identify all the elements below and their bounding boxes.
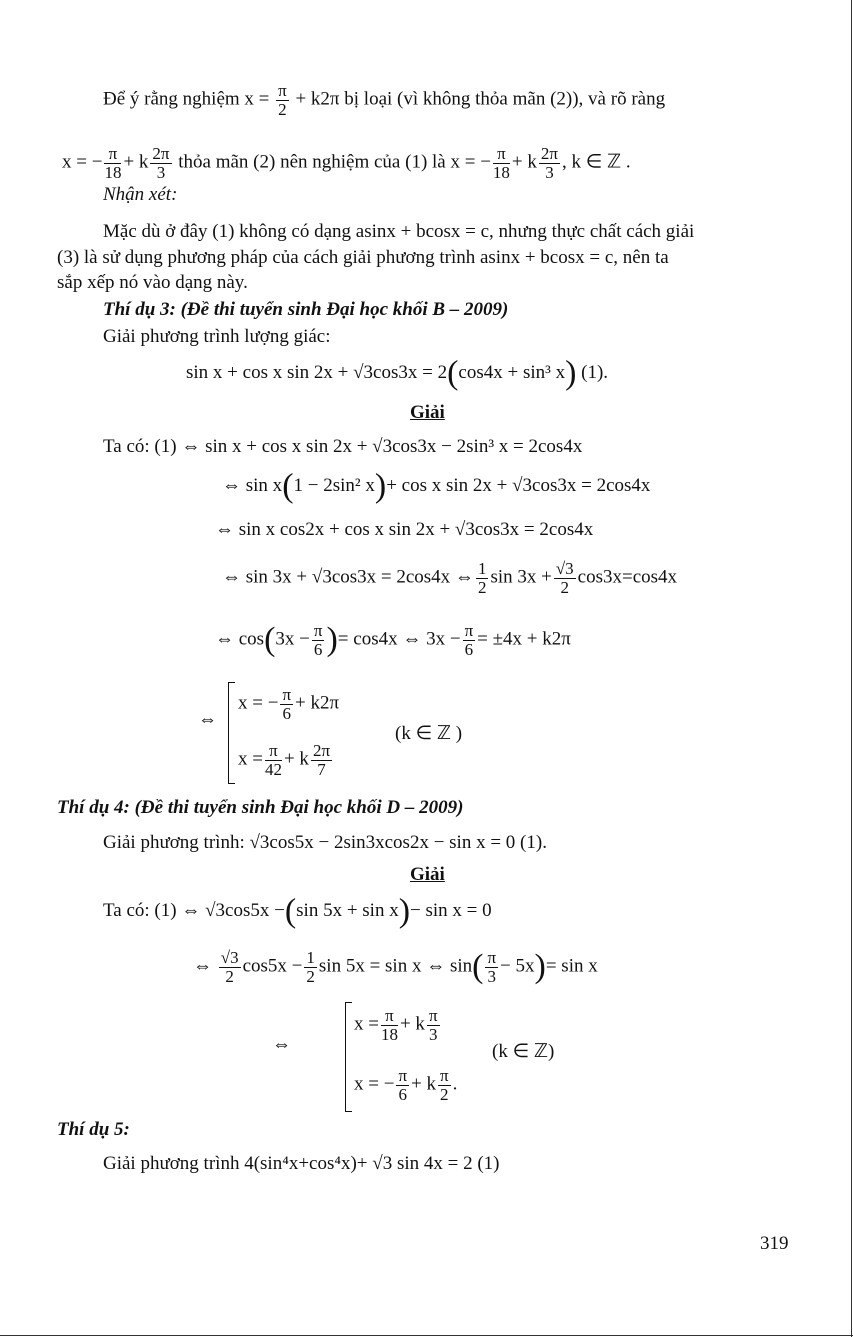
example-title: Thí dụ 5: [57, 1119, 130, 1140]
text: . [452, 1073, 458, 1095]
text: + k [123, 151, 149, 173]
numerator: √3 [555, 559, 574, 578]
numerator: 2π [540, 144, 558, 163]
paren: ) [374, 467, 387, 505]
text: − 5x [500, 955, 535, 977]
remark-title: Nhận xét: [103, 184, 178, 205]
equation: ⇔ sin x cos2x + cos x sin 2x + √3cos3x = 2cos4x [215, 519, 594, 540]
text: cos5x − [242, 955, 303, 977]
fraction [427, 1007, 440, 1043]
text: Để ý rằng nghiệm x = [103, 88, 275, 110]
equivalence-sign: ⇔ [272, 1034, 291, 1055]
text: sin 5x = sin x ⇔ sin [318, 955, 473, 977]
denominator: 3 [545, 163, 554, 182]
denominator: 2 [278, 100, 287, 119]
paren: ) [565, 354, 577, 392]
k-integer-note: (k ∈ ℤ) [492, 1041, 555, 1062]
page-number: 319 [760, 1233, 789, 1254]
numerator: π [282, 685, 292, 704]
text-line [103, 82, 665, 118]
equation [103, 892, 492, 930]
equation [354, 1067, 457, 1103]
text: − sin x = 0 [410, 900, 492, 921]
task-text: Giải phương trình lượng giác: [103, 326, 331, 347]
solution-heading: Giải [410, 864, 445, 885]
text: sin 5x + sin x [296, 900, 399, 921]
paren: ) [326, 621, 338, 658]
text: 1 − 2sin² x [293, 475, 375, 496]
numerator: 2π [312, 741, 331, 760]
task-text: Giải phương trình 4(sin⁴x+cos⁴x)+ √3 sin 4x = 2 (1) [103, 1153, 500, 1174]
text: = ±4x + k2π [477, 628, 571, 650]
equation: Ta có: (1) ⇔ sin x + cos x sin 2x + √3cos3x − 2sin³ x = 2cos4x [103, 436, 583, 457]
system-bracket [345, 1002, 352, 1112]
fraction [304, 949, 317, 985]
text: + k [511, 151, 537, 173]
numerator: π [428, 1006, 438, 1025]
denominator: 7 [317, 760, 326, 779]
numerator: π [381, 1007, 398, 1026]
fraction [493, 145, 510, 181]
text: x = [354, 1013, 379, 1035]
fraction [381, 1007, 398, 1043]
task-text: Giải phương trình: √3cos5x − 2sin3xcos2x − sin x = 0 (1). [103, 832, 547, 853]
text: sin 3x + [490, 566, 552, 588]
text: 3x − [275, 628, 310, 650]
fraction [265, 742, 282, 778]
denominator: 6 [398, 1085, 407, 1104]
text: (1). [581, 362, 609, 383]
text: + k [411, 1073, 436, 1095]
example-title: Thí dụ 3: (Đề thi tuyển sinh Đại học khối B – 2009) [103, 299, 509, 320]
numerator: π [313, 621, 323, 640]
text: + k [399, 1013, 425, 1035]
numerator: √3 [220, 948, 239, 967]
text-line [62, 145, 631, 181]
paren: ( [282, 467, 294, 505]
text: + k2π bị loại (vì không thỏa mãn (2)), và rõ ràng [295, 88, 666, 110]
denominator: 2 [440, 1085, 449, 1104]
fraction [463, 622, 476, 658]
denominator: 18 [492, 163, 510, 182]
numerator: π [398, 1066, 408, 1085]
text: ⇔ cos [215, 628, 265, 650]
text: ⇔ sin 3x + √3cos3x = 2cos4x ⇔ [222, 566, 474, 588]
fraction [485, 949, 498, 985]
numerator: 2π [152, 144, 170, 163]
numerator: 1 [477, 559, 487, 578]
text: cos4x + sin³ x [458, 362, 566, 383]
paragraph-line: Mặc dù ở đây (1) không có dạng asinx + bcosx = c, nhưng thực chất cách giải [103, 221, 695, 242]
numerator: π [464, 621, 474, 640]
equation [215, 622, 571, 658]
numerator: π [278, 81, 287, 100]
fraction [396, 1067, 409, 1103]
text: ⇔ [193, 955, 212, 977]
text: + k [283, 748, 309, 770]
equation [193, 949, 598, 985]
k-integer-note: (k ∈ ℤ ) [395, 723, 463, 744]
denominator: 2 [225, 967, 234, 986]
fraction [104, 145, 121, 181]
text: thỏa mãn (2) nên nghiệm của (1) là x = − [178, 151, 491, 173]
denominator: 18 [380, 1025, 398, 1044]
denominator: 18 [104, 163, 122, 182]
text: cos3x=cos4x [577, 566, 678, 588]
fraction [150, 145, 171, 181]
text: ⇔ sin x [222, 475, 283, 496]
fraction [276, 82, 289, 118]
system-bracket [228, 682, 235, 784]
fraction [539, 145, 560, 181]
paren: ( [447, 354, 459, 392]
text: , k ∈ ℤ . [561, 151, 631, 173]
text: x = [238, 748, 263, 770]
equation [354, 1007, 442, 1043]
numerator: π [440, 1066, 449, 1085]
equation [238, 686, 339, 722]
paren: ) [398, 892, 411, 930]
paragraph-line: sắp xếp nó vào dạng này. [57, 272, 248, 293]
text: + k2π [295, 692, 340, 714]
page-edge [851, 0, 852, 1337]
paren: ( [284, 892, 297, 930]
denominator: 6 [313, 640, 323, 659]
fraction [554, 560, 576, 596]
fraction [438, 1067, 451, 1103]
denominator: 2 [306, 967, 315, 986]
equation [186, 354, 609, 392]
paren: ( [264, 621, 276, 658]
equation [222, 560, 677, 596]
denominator: 3 [156, 163, 166, 182]
text: = sin x [545, 955, 598, 977]
denominator: 6 [282, 704, 291, 723]
text: = cos4x ⇔ 3x − [337, 628, 461, 650]
numerator: π [493, 145, 510, 164]
paren: ( [472, 948, 484, 985]
denominator: 2 [560, 578, 569, 597]
fraction [312, 622, 325, 658]
text: x = − [354, 1073, 395, 1095]
denominator: 2 [477, 578, 487, 597]
text: x = − [238, 692, 279, 714]
fraction [280, 686, 293, 722]
page-edge [0, 1335, 853, 1336]
equation [222, 467, 651, 505]
denominator: 42 [264, 760, 282, 779]
numerator: π [104, 145, 121, 164]
denominator: 3 [428, 1025, 438, 1044]
text: x = − [62, 151, 103, 173]
numerator: π [487, 948, 497, 967]
fraction [311, 742, 332, 778]
denominator: 6 [464, 640, 474, 659]
fraction [476, 560, 489, 596]
numerator: 1 [306, 948, 315, 967]
example-title: Thí dụ 4: (Đề thi tuyển sinh Đại học khối D – 2009) [57, 797, 464, 818]
denominator: 3 [487, 967, 496, 986]
fraction [219, 949, 241, 985]
equation [238, 742, 334, 778]
text: + cos x sin 2x + √3cos3x = 2cos4x [386, 475, 651, 496]
paren: ) [534, 948, 546, 985]
equivalence-sign: ⇔ [198, 709, 217, 730]
text: sin x + cos x sin 2x + √3cos3x = 2 [186, 362, 448, 383]
text: Ta có: (1) ⇔ √3cos5x − [103, 900, 285, 921]
paragraph-line: (3) là sử dụng phương pháp của cách giải phương trình asinx + bcosx = c, nên ta [57, 247, 669, 268]
solution-heading: Giải [410, 402, 445, 423]
numerator: π [265, 742, 282, 761]
